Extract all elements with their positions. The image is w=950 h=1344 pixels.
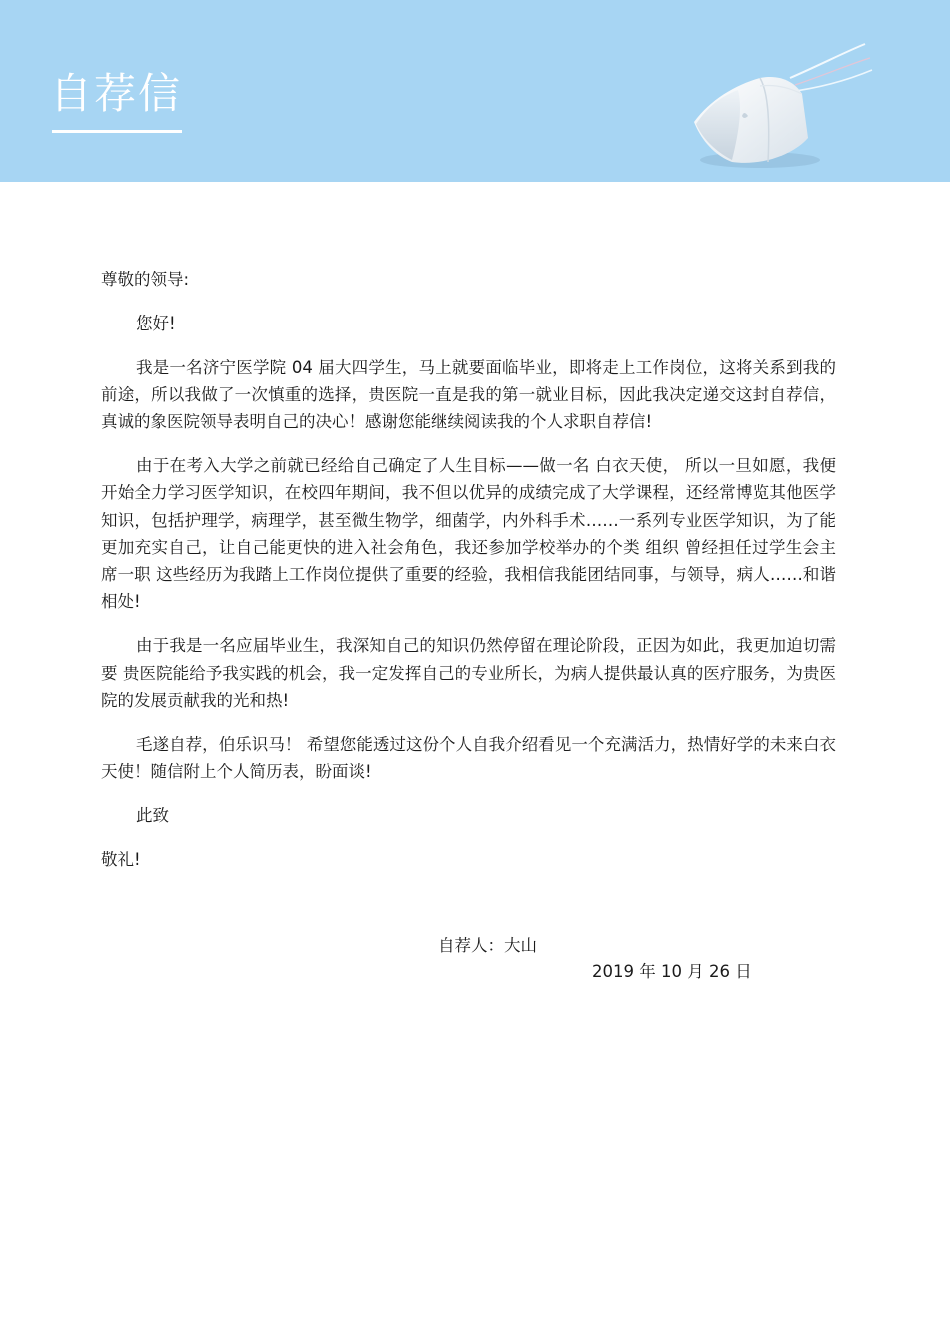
letter-date: 2019 年 10 月 26 日 xyxy=(592,962,752,981)
paragraph: 由于在考入大学之前就已经给自己确定了人生目标——做一名 白衣天使， 所以一旦如愿，我便开始全力学习医学知识，在校四年期间，我不但以优异的成绩完成了大学课程，还经常博览其他医学知识，包括护理学，病理学，甚至微生物学，细菌学，内外科手术……一系列专业医学知识，为了能更加充实自己，让自己能更快的进入社会角色，我还参加学校举办的个类 组织 曾经担任过学生会主席一职 这些经历为我踏上工作岗位提供了重要的经验，我相信我能团结同事，与领导，病人……和谐相处! xyxy=(101,455,836,612)
nurse-cap-icon xyxy=(680,30,880,180)
greeting: 您好! xyxy=(136,313,176,333)
closing-line-2: 敬礼! xyxy=(101,849,141,869)
salutation: 尊敬的领导: xyxy=(101,270,190,289)
header-banner xyxy=(0,0,950,182)
signer: 自荐人：大山 xyxy=(438,936,537,955)
closing-line-1: 此致 xyxy=(136,805,169,825)
title-underline xyxy=(52,130,182,133)
paragraph: 我是一名济宁医学院 04 届大四学生，马上就要面临毕业，即将走上工作岗位，这将关系到我的前途，所以我做了一次慎重的选择，贵医院一直是我的第一就业目标，因此我决定递交这封自荐信，真诚的象医院领导表明自己的决心！感谢您能继续阅读我的个人求职自荐信! xyxy=(101,357,836,432)
page-title: 自荐信 xyxy=(50,69,183,118)
letter-body xyxy=(101,266,836,889)
paragraph: 由于我是一名应届毕业生，我深知自己的知识仍然停留在理论阶段，正因为如此，我更加迫切需要 贵医院能给予我实践的机会，我一定发挥自己的专业所长，为病人提供最认真的医疗服务，为贵医院的发展贡献我的光和热! xyxy=(101,636,836,710)
paragraph: 毛遂自荐，伯乐识马！ 希望您能透过这份个人自我介绍看见一个充满活力，热情好学的未来白衣天使！随信附上个人简历表，盼面谈! xyxy=(101,734,836,781)
